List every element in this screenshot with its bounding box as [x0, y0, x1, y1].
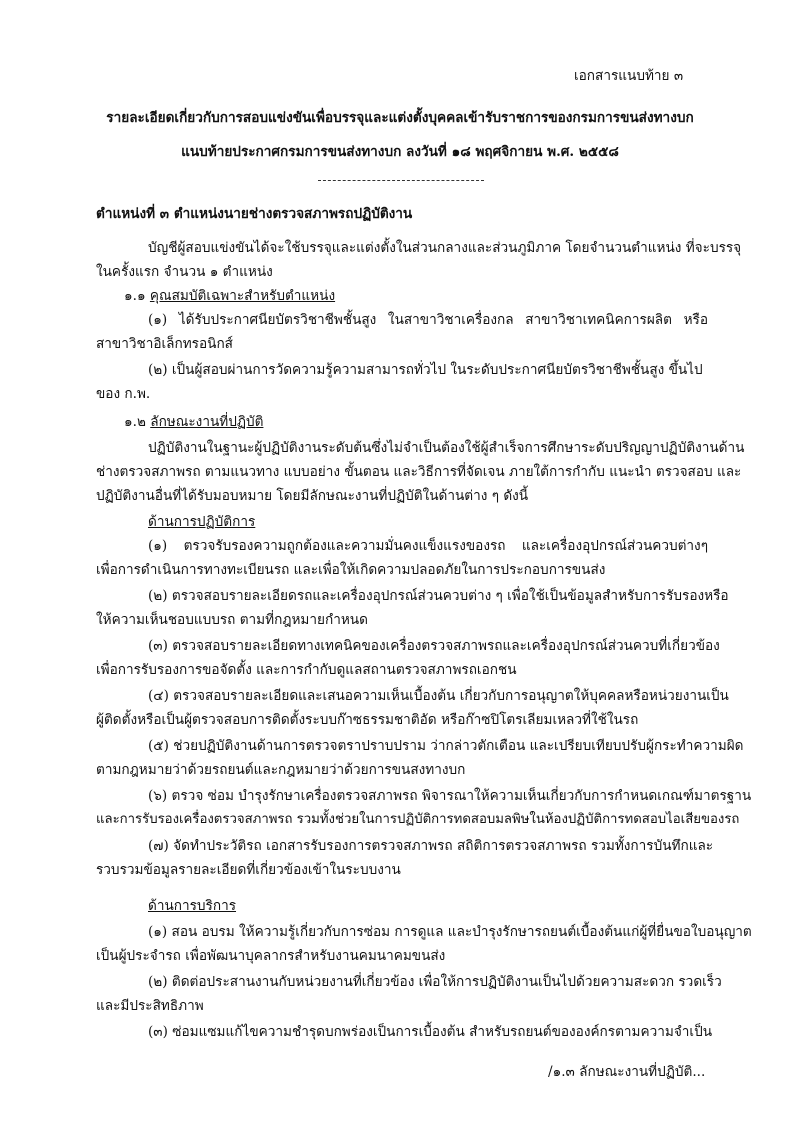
duties-intro-line-3: ปฏิบัติงานอื่นที่ได้รับมอบหมาย โดยมีลักษณะงานที่ปฏิบัติในด้านต่าง ๆ ดังนี้ — [96, 488, 529, 504]
section-1-1-number: ๑.๑ — [124, 288, 146, 304]
attachment-label: เอกสารแนบท้าย ๓ — [574, 68, 684, 84]
operation-1-cont: เพื่อการดำเนินการทางทะเบียนรถ และเพื่อให้เกิดความปลอดภัยในการประกอบการขนส่ง — [96, 562, 606, 578]
operation-6-cont: และการรับรองเครื่องตรวจสภาพรถ รวมทั้งช่วยในการปฏิบัติการทดสอบมลพิษในห้องปฏิบัติการทดสอบไอเสียของรถ — [96, 812, 740, 827]
operation-4-cont: ผู้ติดตั้งหรือเป็นผู้ตรวจสอบการติดตั้งระบบก๊าซธรรมชาติอัด หรือก๊าซปิโตรเลียมเหลวที่ใช้ในรถ — [96, 712, 639, 728]
operation-5-cont: ตามกฎหมายว่าด้วยรถยนต์และกฎหมายว่าด้วยการขนสงทางบก — [96, 762, 466, 778]
document-title-line-1: รายละเอียดเกี่ยวกับการสอบแข่งขันเพื่อบรรจุและแต่งตั้งบุคคลเข้ารับราชการของกรมการขนส่งทางบก — [106, 110, 694, 126]
service-1-cont: เป็นผู้ประจำรถ เพื่อพัฒนาบุคลากรสำหรับงานคมนาคมขนส่ง — [96, 948, 446, 964]
section-1-1-title: คุณสมบัติเฉพาะสำหรับตำแหน่ง — [149, 288, 336, 304]
service-3: (๓) ซ่อมแซมแก้ไขความชำรุดบกพร่องเป็นการเบื้องต้น สำหรับรถยนต์ขององค์กรตามความจำเป็น — [148, 1024, 712, 1040]
service-2-cont: และมีประสิทธิภาพ — [96, 998, 204, 1014]
section-1-2-number: ๑.๒ — [124, 414, 146, 430]
operation-7-cont: รวบรวมข้อมูลรายละเอียดที่เกี่ยวข้องเข้าในระบบงาน — [96, 862, 401, 878]
operation-3-cont: เพื่อการรับรองการขอจัดตั้ง และการกำกับดูแลสถานตรวจสภาพรถเอกชน — [96, 662, 517, 678]
intro-line-1: บัญชีผู้สอบแข่งขันได้จะใช้บรรจุและแต่งตั้งในส่วนกลางและส่วนภูมิภาค โดยจำนวนตำแหน่ง ที่จะบรรจุ — [148, 240, 742, 256]
operation-7: (๗) จัดทำประวัติรถ เอกสารรับรองการตรวจสภาพรถ สถิติการตรวจสภาพรถ รวมทั้งการบันทึกและ — [148, 838, 714, 854]
service-1: (๑) สอน อบรม ให้ความรู้เกี่ยวกับการซ่อม การดูแล และบำรุงรักษารถยนต์เบื้องต้นแก่ผู้ที่ยื่นขอใบอนุญาต — [148, 924, 752, 940]
title-divider — [318, 180, 484, 181]
operation-4: (๔) ตรวจสอบรายละเอียดและเสนอความเห็นเบื้องต้น เกี่ยวกับการอนุญาตให้บุคคลหรือหน่วยงานเป็น — [148, 688, 729, 704]
qualification-2-cont: ของ ก.พ. — [96, 386, 151, 402]
operation-2-cont: ให้ความเห็นชอบแบบรถ ตามที่กฎหมายกำหนด — [96, 612, 368, 628]
operation-2: (๒) ตรวจสอบรายละเอียดรถและเครื่องอุปกรณ์ส่วนควบต่าง ๆ เพื่อใช้เป็นข้อมูลสำหรับการรับรองหรือ — [148, 588, 729, 604]
section-1-2-heading — [124, 412, 263, 432]
services-heading: ด้านการบริการ — [148, 898, 237, 914]
continuation-note: /๑.๓ ลักษณะงานที่ปฏิบัติ... — [548, 1064, 706, 1080]
qualification-1-cont: สาขาวิชาอิเล็กทรอนิกส์ — [96, 336, 233, 352]
duties-intro-line-1: ปฏิบัติงานในฐานะผู้ปฏิบัติงานระดับต้นซึ่งไม่จำเป็นต้องใช้ผู้สำเร็จการศึกษาระดับปริญญาปฏิบัติงานด้าน — [148, 440, 745, 456]
intro-line-2: ในครั้งแรก จำนวน ๑ ตำแหน่ง — [96, 264, 273, 280]
section-1-1-heading — [124, 286, 335, 306]
service-2: (๒) ติดต่อประสานงานกับหน่วยงานที่เกี่ยวข้อง เพื่อให้การปฏิบัติงานเป็นไปด้วยความสะดวก รวดเร็ว — [148, 974, 722, 990]
operation-5: (๕) ช่วยปฏิบัติงานด้านการตรวจตราปราบปราม ว่ากล่าวตักเตือน และเปรียบเทียบปรับผู้กระทำความผิด — [148, 738, 744, 754]
operation-1: (๑) ตรวจรับรองความถูกต้องและความมั่นคงแข็งแรงของรถ และเครื่องอุปกรณ์ส่วนควบต่างๆ — [148, 538, 708, 554]
operation-6: (๖) ตรวจ ซ่อม บำรุงรักษาเครื่องตรวจสภาพรถ พิจารณาให้ความเห็นเกี่ยวกับการกำหนดเกณฑ์มาตรฐาน — [148, 788, 752, 804]
duties-intro-line-2: ช่างตรวจสภาพรถ ตามแนวทาง แบบอย่าง ขั้นตอน และวิธีการที่จัดเจน ภายใต้การกำกับ แนะนำ ตรวจสอบ และ — [96, 464, 742, 480]
operation-3: (๓) ตรวจสอบรายละเอียดทางเทคนิคของเครื่องตรวจสภาพรถและเครื่องอุปกรณ์ส่วนควบที่เกี่ยวข้อง — [148, 638, 720, 654]
qualification-1: (๑) ได้รับประกาศนียบัตรวิชาชีพชั้นสูง ในสาขาวิชาเครื่องกล สาขาวิชาเทคนิคการผลิต หรือ — [148, 312, 708, 328]
position-heading: ตำแหน่งที่ ๓ ตำแหน่งนายช่างตรวจสภาพรถปฏิบัติงาน — [96, 206, 413, 222]
document-title-line-2: แนบท้ายประกาศกรมการขนส่งทางบก ลงวันที่ ๑๘ พฤศจิกายน พ.ศ. ๒๕๕๘ — [181, 144, 619, 160]
section-1-2-title: ลักษณะงานที่ปฏิบัติ — [150, 414, 264, 430]
operations-heading: ด้านการปฏิบัติการ — [148, 514, 256, 530]
qualification-2: (๒) เป็นผู้สอบผ่านการวัดความรู้ความสามารถทั่วไป ในระดับประกาศนียบัตรวิชาชีพชั้นสูง ขึ้นไป — [148, 362, 703, 378]
